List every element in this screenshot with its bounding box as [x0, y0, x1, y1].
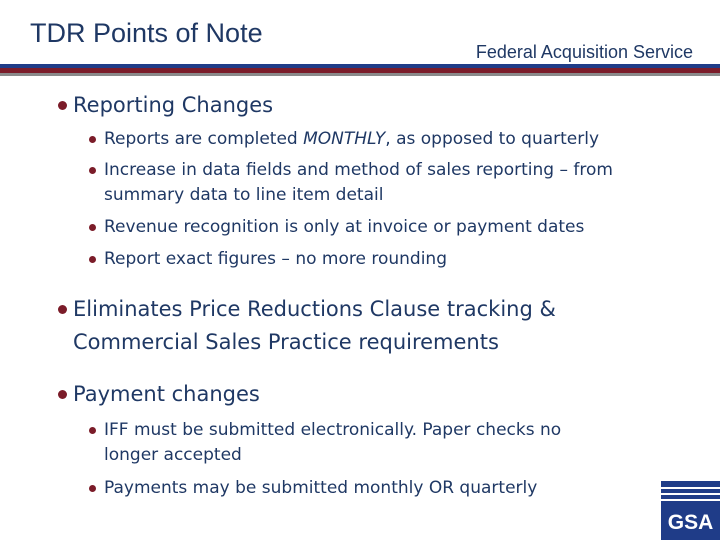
- gsa-logo: [661, 481, 720, 540]
- bullet-dot-icon: [58, 101, 67, 110]
- sub-bullet-monthly: [89, 127, 599, 152]
- logo-stripe: [661, 499, 720, 501]
- logo-stripe: [661, 493, 720, 495]
- bullet-dot-icon: [89, 427, 96, 434]
- bullet-dot-icon: [89, 136, 96, 143]
- bullet-label: Reporting Changes: [73, 93, 274, 117]
- sub-bullet-text: Revenue recognition is only at invoice or payment dates: [104, 217, 585, 237]
- agency-name: Federal Acquisition Service: [475, 42, 693, 62]
- text-part: Reports are completed: [104, 129, 304, 149]
- bullet-label: Payment changes: [73, 382, 260, 406]
- sub-bullet-text: Payments may be submitted monthly OR quarterly: [104, 478, 538, 498]
- emphasis-monthly: MONTHLY: [303, 129, 386, 149]
- bullet-eliminates: [58, 293, 556, 359]
- sub-bullet-revenue: [89, 215, 584, 240]
- bullet-dot-icon: [89, 485, 96, 492]
- bullet-dot-icon: [89, 167, 96, 174]
- text-part: , as opposed to quarterly: [385, 129, 600, 149]
- logo-text: GSA: [667, 511, 714, 534]
- bullet-reporting-changes: [58, 89, 273, 122]
- logo-stripe: [661, 487, 720, 489]
- sub-bullet-data-fields: [89, 158, 613, 208]
- text-line: Increase in data fields and method of sales reporting – from: [104, 160, 613, 180]
- bullet-payment-changes: [58, 378, 260, 411]
- sub-bullet-text: [104, 158, 613, 208]
- sub-bullet-text: [104, 418, 561, 468]
- sub-bullet-iff: [89, 418, 561, 468]
- text-line: Eliminates Price Reductions Clause tracking &: [73, 297, 556, 321]
- sub-bullet-payments-frequency: [89, 476, 537, 501]
- bullet-dot-icon: [58, 390, 67, 399]
- slide-title: TDR Points of Note: [30, 18, 263, 48]
- sub-bullet-text: [104, 127, 599, 152]
- bullet-dot-icon: [89, 256, 96, 263]
- bullet-label: [73, 293, 556, 359]
- text-line: Commercial Sales Practice requirements: [73, 330, 499, 354]
- sub-bullet-text: Report exact figures – no more rounding: [104, 249, 447, 269]
- text-line: longer accepted: [104, 445, 242, 465]
- text-line: IFF must be submitted electronically. Paper checks no: [104, 420, 562, 440]
- text-line: summary data to line item detail: [104, 185, 384, 205]
- bullet-dot-icon: [89, 224, 96, 231]
- sub-bullet-exact-figures: [89, 247, 447, 272]
- bullet-dot-icon: [58, 305, 67, 314]
